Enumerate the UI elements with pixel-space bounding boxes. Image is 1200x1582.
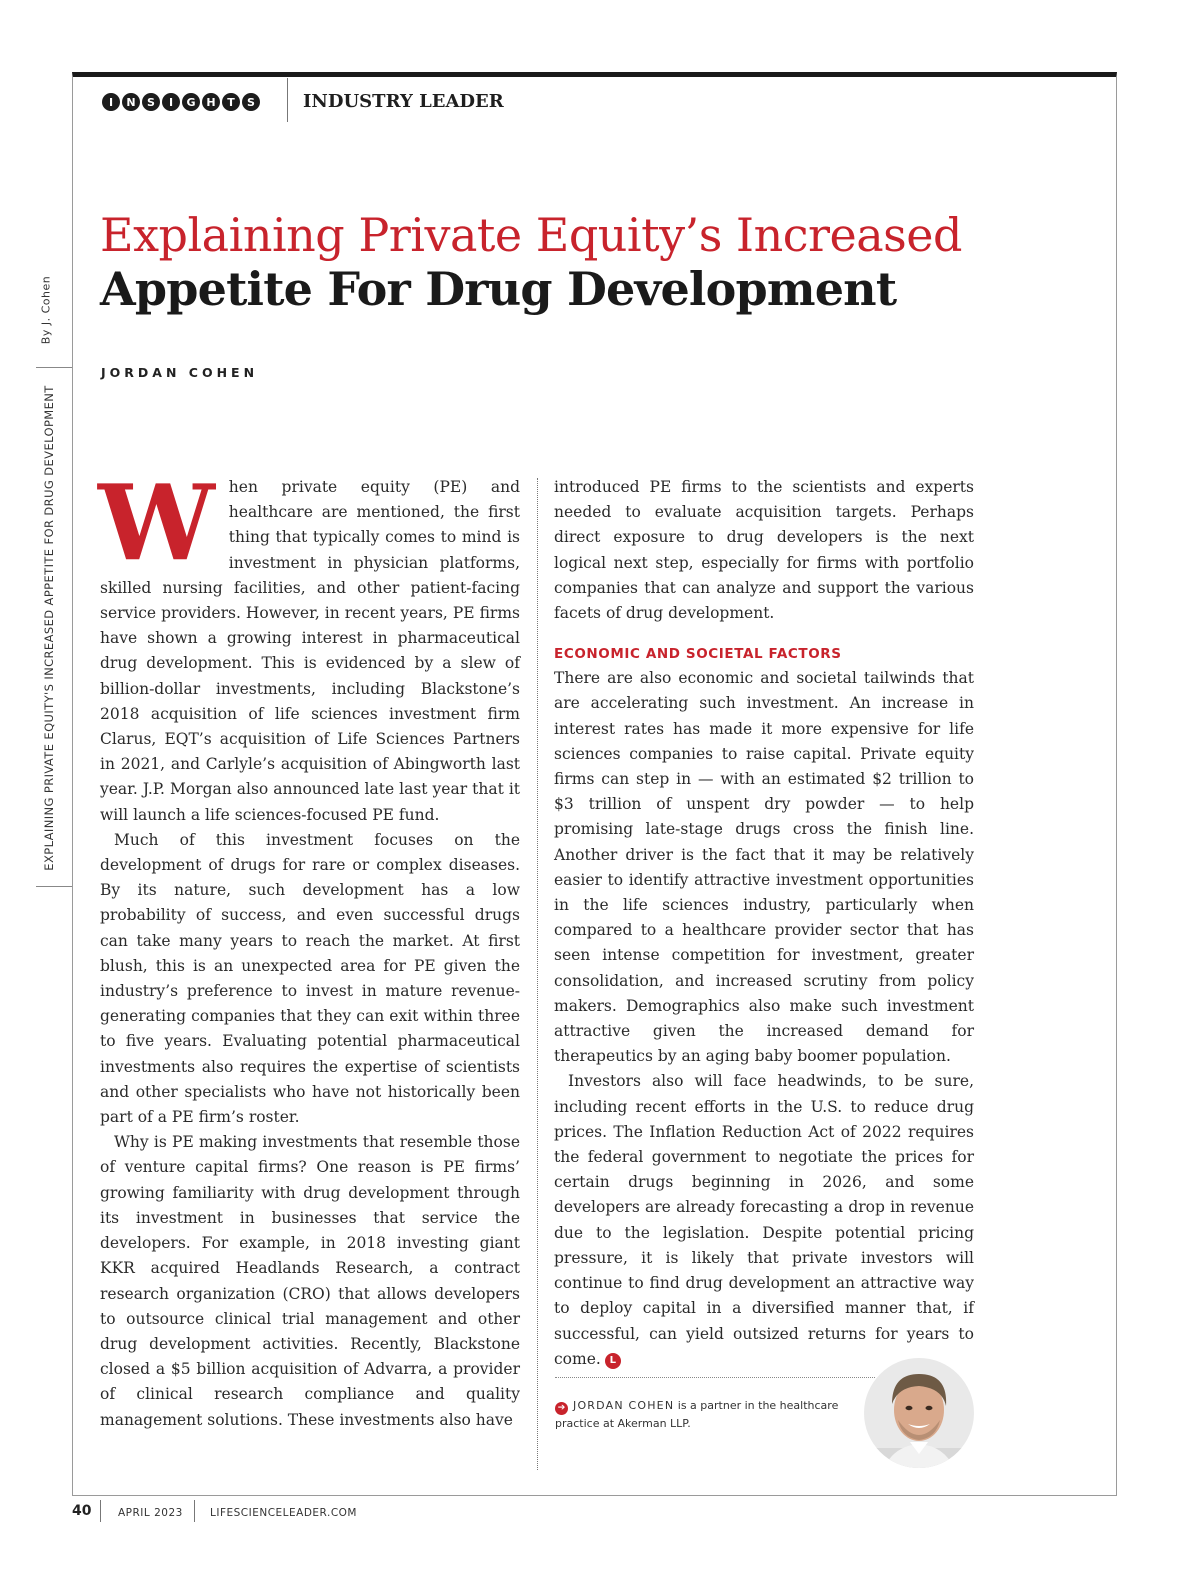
insights-letter: I [102,93,120,111]
drop-cap: W [98,461,215,584]
column-divider [537,478,538,1470]
side-running-title [40,372,70,884]
author-bio [555,1397,865,1432]
arrow-icon: ➔ [555,1402,568,1415]
bio-name: JORDAN COHEN [573,1399,675,1412]
subheading: ECONOMIC AND SOCIETAL FACTORS [554,646,842,663]
insights-letter: I [162,93,180,111]
insights-letter: T [222,93,240,111]
article-column-left [98,461,520,1433]
side-separator [36,886,72,887]
website-url[interactable]: LIFESCIENCELEADER.COM [210,1507,357,1519]
footer-divider [194,1500,195,1522]
section-label: INDUSTRY LEADER [303,91,504,112]
side-running-title-text: EXPLAINING PRIVATE EQUITY'S INCREASED APPETITE FOR DRUG DEVELOPMENT [42,385,56,871]
issue-date: APRIL 2023 [118,1507,183,1519]
side-separator [36,367,72,368]
paragraph [554,1069,974,1371]
paragraph [98,461,520,828]
author-photo [864,1358,974,1468]
end-mark-icon: L [605,1353,621,1369]
bio-text: is a partner in the healthcare practice at Akerman LLP. [555,1399,839,1430]
paragraph-text: hen private equity (PE) and healthcare are mentioned, the first thing that typically comes to mind is investment in physician platforms, skilled nursing facilities, and other patient-facing service providers. However, in recent years, PE firms have shown a growing interest in pharmaceutical drug development. This is evidenced by a slew of billion-dollar investments, including Blackstone’s 2018 acquisition of life sciences investment firm Clarus, EQT’s acquisition of Life Sciences Partners in 2021, and Carlyle’s acquisition of Abingworth last year. J.P. Morgan also announced late last year that it will launch a life sciences-focused PE fund. [100,478,520,824]
paragraph: Why is PE making investments that resemble those of venture capital firms? One reason is PE firms’ growing familiarity with drug development through its investment in businesses that service the developers. For example, in 2018 investing giant KKR acquired Headlands Research, a contract research organization (CRO) that allows developers to outsource clinical trial management and other drug development activities. Recently, Blackstone closed a $5 billion acquisition of Advarra, a provider of clinical research compliance and quality management solutions. These investments also have [100,1133,520,1429]
footer-divider [100,1500,101,1522]
page-number: 40 [72,1503,92,1519]
insights-letter: S [142,93,160,111]
insights-letter: S [242,93,260,111]
paragraph: Much of this investment focuses on the development of drugs for rare or complex diseases. By its nature, such development has a low probability of success, and even successful drugs can take many years to reach the market. At first blush, this is an unexpected area for PE given the industry’s preference to invest in mature revenue-generating companies that they can exit within three to five years. Evaluating potential pharmaceutical investments also requires the expertise of scientists and other specialists who have not historically been part of a PE firm’s roster. [100,830,520,1127]
paragraph-text: Investors also will face headwinds, to be sure, including recent efforts in the U.S. to reduce drug prices. The Inflation Reduction Act of 2022 requires the federal government to negotiate the prices for certain drugs beginning in 2026, and some developers are already forecasting a drop in revenue due to the legislation. Despite potential pricing pressure, it is likely that private investors will continue to find drug development an attractive way to deploy capital in a diversified manner that, if successful, can yield outsized returns for years to come. [554,1072,974,1368]
headline-line-1: Explaining Private Equity’s Increased [100,208,962,262]
paragraph: There are also economic and societal tailwinds that are accelerating such investment. An increase in interest rates has made it more expensive for life sciences companies to raise capital. Private equity firms can step in — with an estimated $2 trillion to $3 trillion of unspent dry powder — to help promising late-stage drugs cross the finish line. Another driver is the fact that it may be relatively easier to identify attractive investment opportunities in the life sciences industry, particularly when compared to a healthcare provider sector that has seen intense competition for investment, greater consolidation, and increased scrutiny from policy makers. Demographics also make such investment attractive given the increased demand for therapeutics by an aging baby boomer population. [554,669,974,1066]
insights-logo [102,93,260,111]
insights-letter: H [202,93,220,111]
article-column-right [554,475,974,1372]
insights-letter: G [182,93,200,111]
author-byline: JORDAN COHEN [101,365,259,380]
paragraph: introduced PE firms to the scientists and experts needed to evaluate acquisition targets. Perhaps direct exposure to drug developers is the next logical next step, especially for firms with portfolio companies that can analyze and support the various facets of drug development. [554,478,974,623]
headline-line-2: Appetite For Drug Development [100,262,897,316]
side-byline [40,250,70,370]
header-divider [287,78,288,122]
insights-letter: N [122,93,140,111]
side-byline-text: By J. Cohen [39,275,53,345]
bio-divider [555,1377,875,1378]
